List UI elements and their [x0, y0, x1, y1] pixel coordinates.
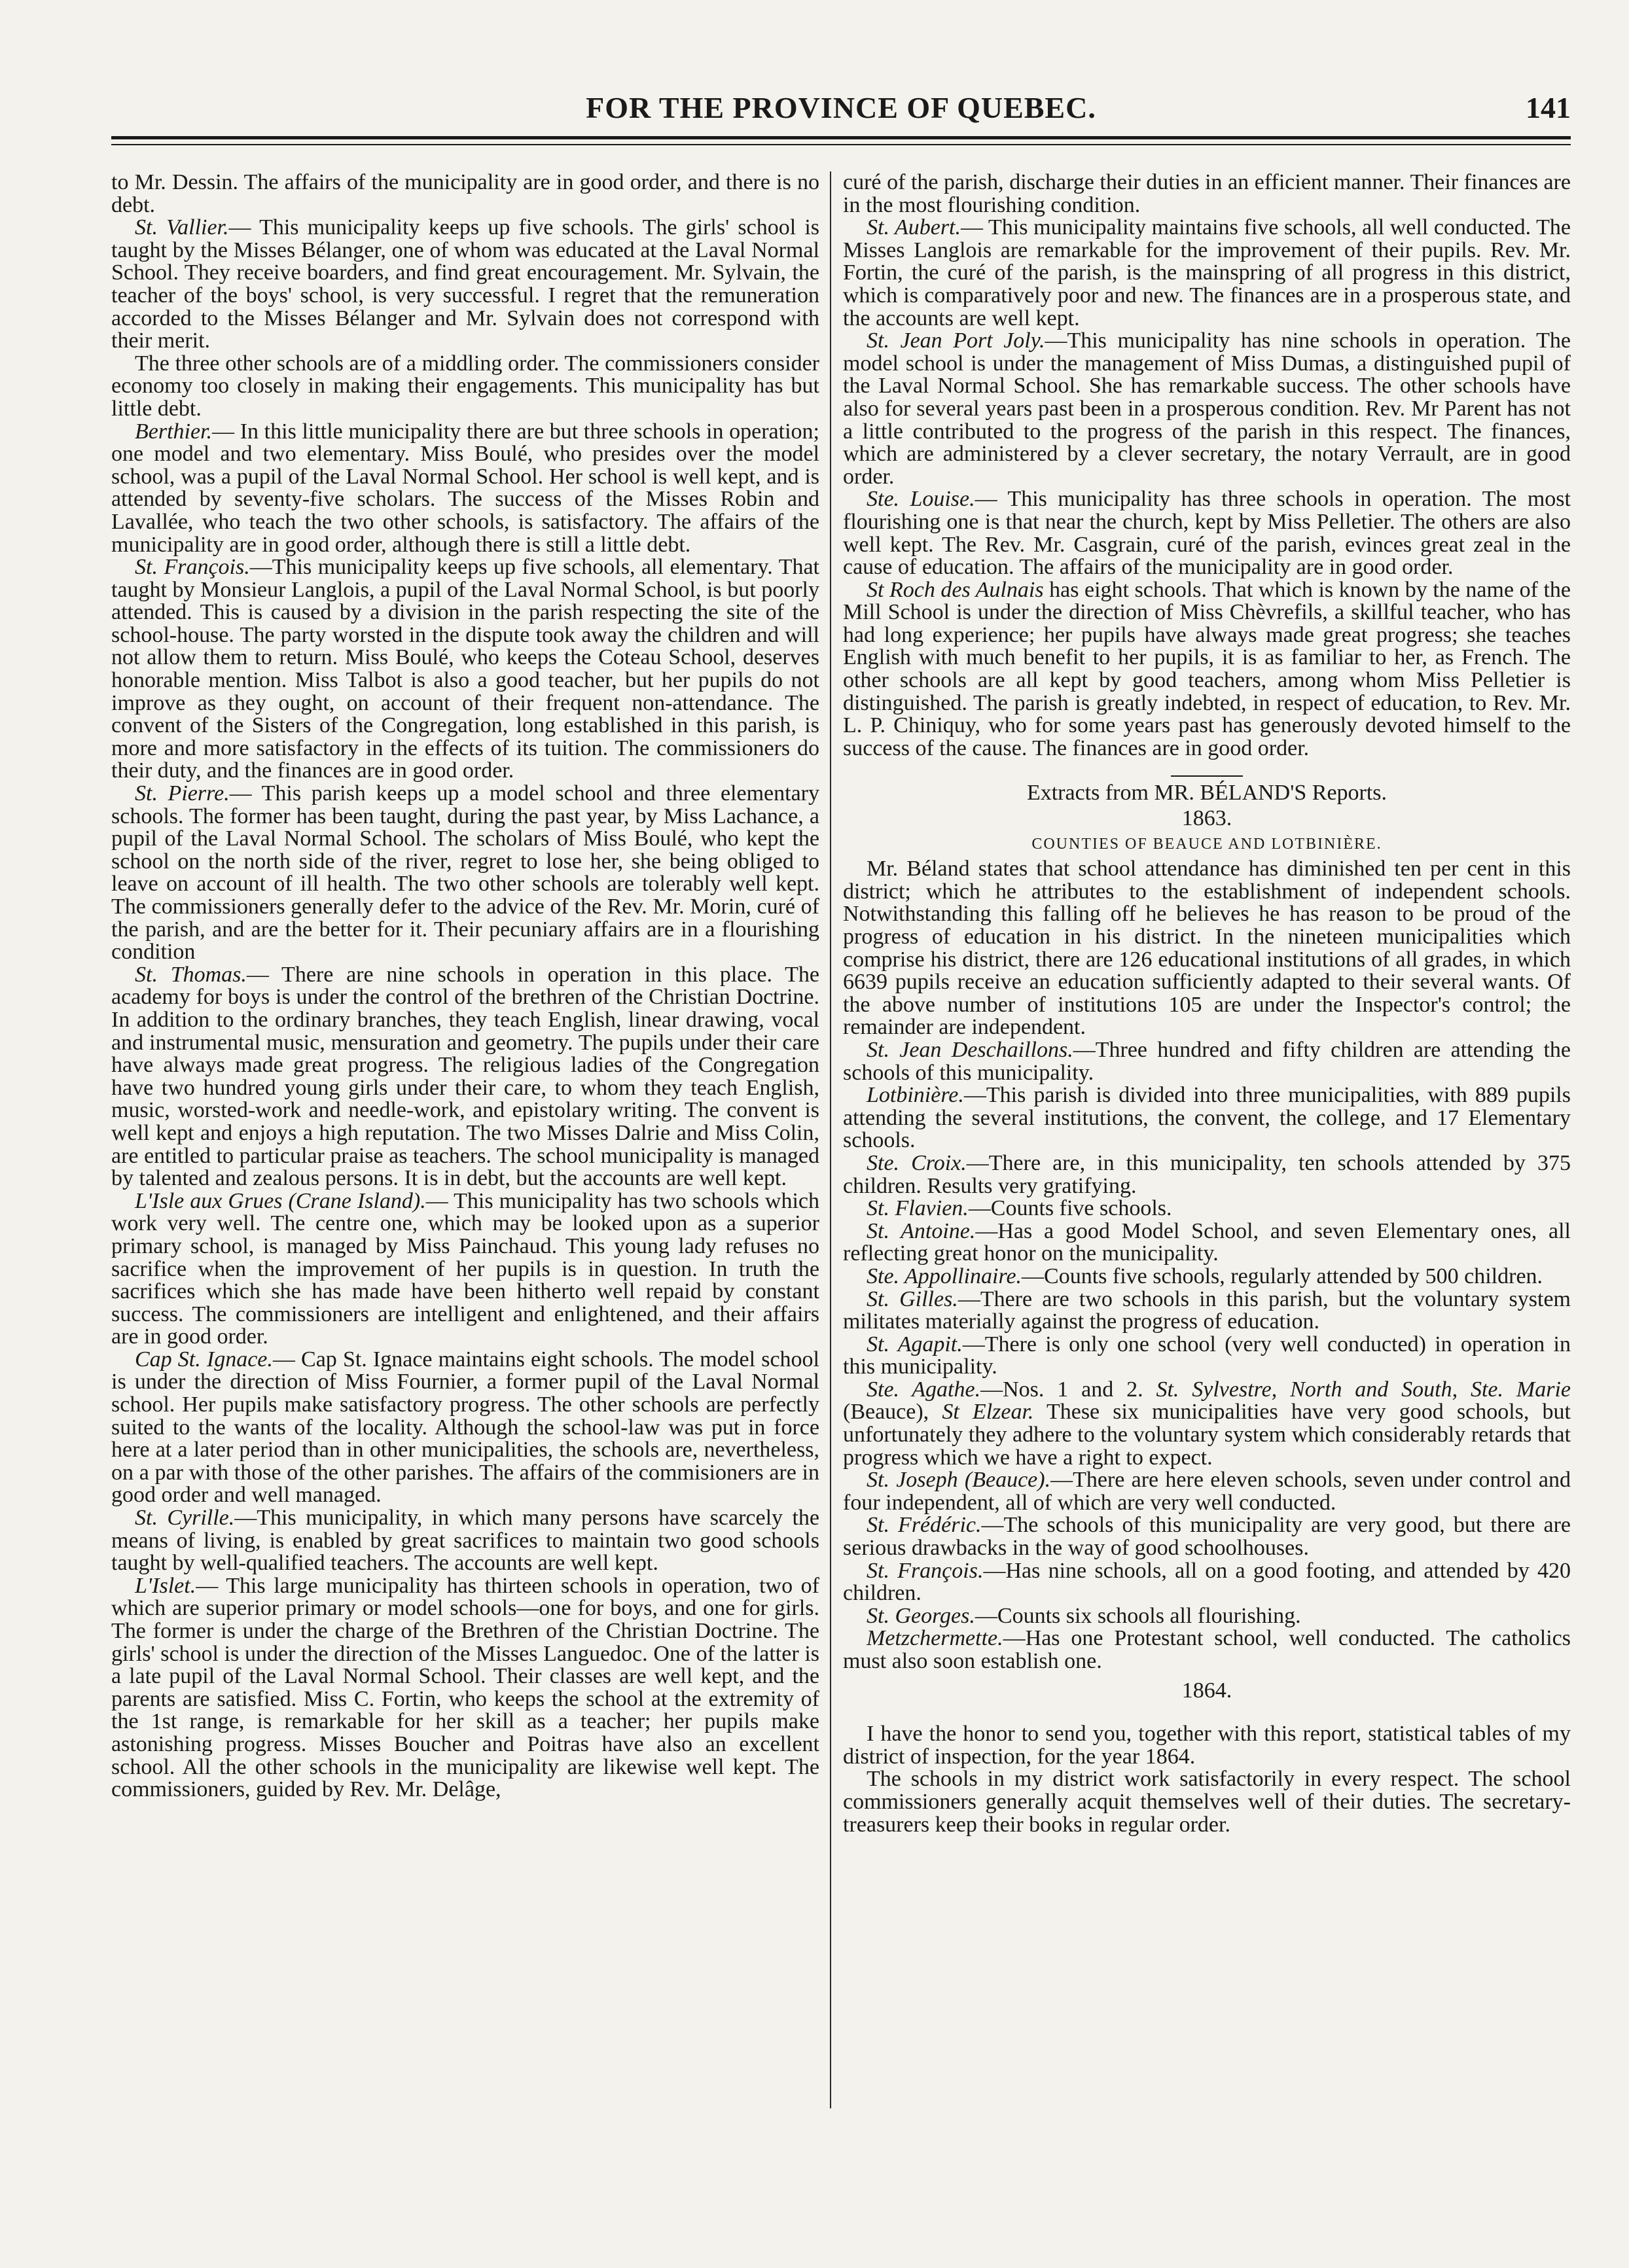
left-column — [111, 171, 819, 2108]
paragraph-text: —Has nine schools, all on a good footing, and attended by 420 children. — [843, 1558, 1571, 1606]
paragraph-st-agapit — [843, 1334, 1571, 1379]
paragraph-text: —This municipality has nine schools in operation. The model school is under the management of Miss Dumas, a distinguished pupil of the Laval Normal School. She has remarkable success. The other schools have also for several years past been in a prosperous condition. Rev. Mr Parent has not a little contributed to the progress of the parish in this respect. The finances, which are administered by a clever secretary, the notary Verrault, are in good order. — [843, 328, 1571, 489]
place-name: Ste. Louise. — [867, 487, 975, 512]
paragraph-st-joseph — [843, 1469, 1571, 1514]
place-name: St. Sylvestre, North and South, Ste. Marie — [1156, 1377, 1571, 1402]
paragraph-text: — In this little municipality there are but three schools in operation; one model and two elementary. Miss Boulé, who presides over the model school, was a pupil of the Laval Normal School. Her school is well kept, and is attended by seventy-five scholars. The success of the Misses Robin and Lavallée, who teach the two other schools, is satisfactory. The affairs of the municipality are in good order, although there is still a little debt. — [111, 419, 819, 557]
place-name: St. Joseph (Beauce). — [867, 1468, 1051, 1493]
place-name: Lotbinière. — [867, 1083, 964, 1108]
place-name: St. Aubert. — [867, 215, 961, 240]
place-name: Berthier. — [135, 419, 213, 444]
paragraph-text: — There are nine schools in operation in this place. The academy for boys is under the control of the brethren of the Christian Doctrine. In addition to the ordinary branches, they teach English, linear drawing, vocal and instrumental music, mensuration and geometry. The pupils under their care have always made great progress. The religious ladies of the Congregation have two hundred young girls under their care, to whom they teach English, music, worsted-work and needle-work, and epistolary writing. The convent is well kept and enjoys a high reputation. The two Misses Dalrie and Miss Colin, are entitled to particular praise as teachers. The school municipality is managed by talented and zealous persons. It is in debt, but the accounts are well kept. — [111, 962, 819, 1191]
paragraph-text: — This municipality has three schools in operation. The most flourishing one is that near the church, kept by Miss Pelletier. The others are also well kept. The Rev. Mr. Casgrain, curé of the parish, evinces great zeal in the cause of education. The affairs of the municipality are in good order. — [843, 487, 1571, 580]
place-name: St Elzear. — [942, 1400, 1034, 1425]
place-name: Metzchermette. — [867, 1626, 1003, 1651]
paragraph-st-pierre — [111, 783, 819, 964]
paragraph-text: —There are, in this municipality, ten schools attended by 375 children. Results very gratifying. — [843, 1150, 1571, 1198]
paragraph-text: —There are two schools in this parish, but the voluntary system militates materially against the progress of education. — [843, 1286, 1571, 1334]
place-name: L'Isle aux Grues (Crane Island). — [135, 1188, 426, 1213]
paragraph-st-roch — [843, 579, 1571, 760]
page-number: 141 — [1526, 91, 1571, 124]
place-name: St. Gilles. — [867, 1286, 958, 1311]
header-rule-thick — [111, 136, 1571, 139]
paragraph-text: —There are here eleven schools, seven under control and four independent, all of which are very well conducted. — [843, 1468, 1571, 1515]
paragraph-text: —This municipality keeps up five schools, all elementary. That taught by Monsieur Langlois, a pupil of the Laval Normal School, is but poorly attended. This is caused by a division in the parish respecting the site of the school-house. The party worsted in the dispute took away the children and will not allow them to return. Miss Boulé, who keeps the Coteau School, deserves honorable mention. Miss Talbot is also a good teacher, but her pupils do not improve as they ought, on account of their frequent non-attendance. The convent of the Sisters of the Congregation, long established in this parish, is more and more satisfactory in the effects of its tuition. The commissioners do their duty, and the finances are in good order. — [111, 555, 819, 783]
header-rule-thin — [111, 144, 1571, 145]
place-name: St. Flavien. — [867, 1196, 969, 1221]
paragraph-text: I have the honor to send you, together with this report, statistical tables of my district of inspection, for the year 1864. — [843, 1722, 1571, 1769]
paragraph-text: — This municipality maintains five schools, all well conducted. The Misses Langlois are remarkable for the improvement of their pupils. Rev. Mr. Fortin, the curé of the parish, is the mainspring of all progress in this district, which is comparatively poor and new. The finances are in a prosperous state, and the accounts are well kept. — [843, 215, 1571, 330]
place-name: St. François. — [135, 555, 250, 580]
paragraph-isle-aux-grues — [111, 1190, 819, 1349]
spacer — [843, 1705, 1571, 1723]
paragraph-st-cyrille — [111, 1507, 819, 1575]
place-name: L'Islet. — [135, 1573, 196, 1598]
paragraph-metzchermette — [843, 1627, 1571, 1673]
paragraph — [111, 171, 819, 217]
section-rule — [1171, 775, 1243, 777]
paragraph-st-aubert — [843, 217, 1571, 330]
paragraph-text: —The schools of this municipality are very good, but there are serious drawbacks in the way of good schoolhouses. — [843, 1513, 1571, 1561]
paragraph-text: — This large municipality has thirteen schools in operation, two of which are superior primary or model schools—one for boys, and one for girls. The former is under the charge of the Brethren of the Christian Doctrine. The girls' school is under the direction of the Misses Languedoc. One of the latter is a late pupil of the Laval Normal School. Their classes are well kept, and the parents are satisfied. Miss C. Fortin, who keeps the school at the extremity of the 1st range, is remarkable for her skill as a teacher; her pupils make astonishing progress. Misses Boucher and Poitras have also an excellent school. All the other schools in the municipality are likewise well kept. The commissioners, guided by Rev. Mr. Delâge, — [111, 1573, 819, 1802]
paragraph-text: — This municipality keeps up five schools. The girls' school is taught by the Misses Bélanger, one of whom was educated at the Laval Normal School. They receive boarders, and find great encouragement. Mr. Sylvain, the teacher of the boys' school, is very successful. I regret that the remuneration accorded to the Misses Bélanger and Mr. Sylvain does not correspond with their merit. — [111, 215, 819, 353]
place-name: Cap St. Ignace. — [135, 1347, 273, 1372]
year-heading: 1864. — [1181, 1678, 1232, 1703]
paragraph-text: —Three hundred and fifty children are attending the schools of this municipality. — [843, 1037, 1571, 1085]
paragraph-ste-agathe — [843, 1379, 1571, 1469]
place-name: St. Georges. — [867, 1603, 975, 1628]
place-name: St. Agapit. — [867, 1332, 963, 1356]
paragraph-cap-st-ignace — [111, 1349, 819, 1507]
paragraph-text: —Has a good Model School, and seven Elementary ones, all reflecting great honor on the municipality. — [843, 1218, 1571, 1266]
place-name: St. Jean Deschaillons. — [867, 1037, 1073, 1062]
place-name: Ste. Croix. — [867, 1150, 967, 1175]
running-title: FOR THE PROVINCE OF QUEBEC. — [586, 91, 1096, 124]
paragraph-text: — This municipality has two schools which work very well. The centre one, which may be looked upon as a superior primary school, is managed by Miss Painchaud. This young lady refuses no sacrifice when the improvement of her pupils is in question. In truth the sacrifices which she has made have been hitherto well repaid by constant success. The commissioners are intelligent and enlightened, and their affairs are in good order. — [111, 1188, 819, 1349]
paragraph-lotbiniere — [843, 1084, 1571, 1152]
paragraph-text: —Counts five schools. — [968, 1196, 1172, 1221]
section-heading: Extracts from MR. BÉLAND'S Reports. — [1026, 781, 1387, 806]
paragraph-ste-croix — [843, 1152, 1571, 1197]
counties-heading: COUNTIES OF BEAUCE AND LOTBINIÈRE. — [1031, 835, 1382, 853]
paragraph — [111, 353, 819, 421]
paragraph-text: —This parish is divided into three municipalities, with 889 pupils attending the several institutions, the convent, the college, and 17 Elementary schools. — [843, 1083, 1571, 1153]
paragraph — [843, 1768, 1571, 1836]
paragraph-text: has eight schools. That which is known by the name of the Mill School is under the direction of Miss Chèvrefils, a skillful teacher, who has had long experience; her pupils have always made great progress; she teaches English with much benefit to her pupils, it is as familiar to her, as French. The other schools are all kept by good teachers, among whom Miss Pelletier is distinguished. The parish is greatly indebted, in respect of education, to Rev. Mr. L. P. Chiniquy, who for some years past has generously devoted himself to the success of the cause. The finances are in good order. — [843, 577, 1571, 760]
paragraph-st-gilles — [843, 1288, 1571, 1334]
place-name: Ste. Agathe. — [867, 1377, 981, 1402]
page-header — [111, 85, 1571, 137]
year-heading: 1863. — [1181, 806, 1232, 831]
place-name: Ste. Appollinaire. — [867, 1264, 1022, 1288]
paragraph-st-jean-port-joly — [843, 330, 1571, 488]
paragraph-lislet — [111, 1575, 819, 1801]
paragraph-text: curé of the parish, discharge their duties in an efficient manner. Their finances are in the most flourishing condition. — [843, 171, 1571, 217]
place-name: St. Thomas. — [135, 962, 247, 987]
paragraph — [843, 858, 1571, 1039]
paragraph-st-francois-beauce — [843, 1560, 1571, 1605]
paragraph-text: (Beauce), — [843, 1400, 942, 1425]
place-name: St. Cyrille. — [135, 1506, 235, 1531]
paragraph-st-jean-deschaillons — [843, 1039, 1571, 1084]
paragraph-st-frederic — [843, 1514, 1571, 1559]
paragraph-berthier — [111, 421, 819, 557]
paragraph-ste-appollinaire — [843, 1266, 1571, 1288]
place-name: St. Frédéric. — [867, 1513, 982, 1538]
place-name: St. Antoine. — [867, 1218, 976, 1243]
paragraph-text: —Counts five schools, regularly attended by 500 children. — [1022, 1264, 1543, 1288]
paragraph-text: — This parish keeps up a model school and three elementary schools. The former has been taught, during the past year, by Miss Lachance, a pupil of the Laval Normal School. The scholars of Miss Boulé, who kept the school on the north side of the river, regret to lose her, she being obliged to leave on account of ill health. The two other schools are tolerably well kept. The commissioners generally defer to the advice of the Rev. Mr. Morin, curé of the parish, and are the better for it. Their pecuniary affairs are in a flourishing condition — [111, 781, 819, 965]
paragraph-text: to Mr. Dessin. The affairs of the municipality are in good order, and there is no debt. — [111, 171, 819, 217]
paragraph-text: Mr. Béland states that school attendance has diminished ten per cent in this district; which he attributes to the establishment of independent schools. Notwithstanding this falling off he believes he has reason to be proud of the progress of education in his district. In the nineteen municipalities which comprise his district, there are 126 educational institutions of all grades, in which 6639 pupils receive an education sufficiently adapted to their several wants. Of the above number of institutions 105 are under the Inspector's control; the remainder are independent. — [843, 857, 1571, 1040]
paragraph-text: The three other schools are of a middling order. The commissioners consider economy too closely in making their engagements. This municipality has but little debt. — [111, 351, 819, 421]
paragraph-st-antoine — [843, 1220, 1571, 1266]
place-name: St. Jean Port Joly. — [867, 328, 1045, 353]
right-column — [843, 171, 1571, 2108]
paragraph-st-georges — [843, 1605, 1571, 1628]
paragraph-st-vallier — [111, 217, 819, 353]
place-name: St. Pierre. — [135, 781, 230, 806]
paragraph-text: These six municipalities have very good schools, but unfortunately they adhere to the voluntary system which considerably retards that progress which we have a right to expect. — [843, 1400, 1571, 1470]
paragraph-text: — Cap St. Ignace maintains eight schools. The model school is under the direction of Miss Fournier, a former pupil of the Laval Normal school. Her pupils make satisfactory progress. The other schools are perfectly suited to the wants of the locality. Although the school-law was put in force here at a later period than in other municipalities, the schools are, nevertheless, on a par with those of the other parishes. The affairs of the commisioners are in good order and well managed. — [111, 1347, 819, 1508]
paragraph-text: —There is only one school (very well conducted) in operation in this municipality. — [843, 1332, 1571, 1379]
paragraph — [843, 1723, 1571, 1768]
paragraph-text: The schools in my district work satisfactorily in every respect. The school commissioners generally acquit themselves well of their duties. The secretary-treasurers keep their books in regular order. — [843, 1767, 1571, 1837]
column-divider — [830, 171, 831, 2108]
paragraph-text: —This municipality, in which many persons have scarcely the means of living, is enabled by great sacrifices to maintain two good schools taught by well-qualified teachers. The accounts are well kept. — [111, 1506, 819, 1576]
paragraph-st-thomas — [111, 964, 819, 1190]
paragraph-text: —Has one Protestant school, well conducted. The catholics must also soon establish one. — [843, 1626, 1571, 1673]
place-name: St. Vallier. — [135, 215, 229, 240]
place-name: St Roch des Aulnais — [867, 577, 1044, 602]
paragraph-st-flavien — [843, 1197, 1571, 1220]
paragraph-ste-louise — [843, 488, 1571, 578]
paragraph-text: —Counts six schools all flourishing. — [975, 1603, 1301, 1628]
paragraph-text: —Nos. 1 and 2. — [980, 1377, 1156, 1402]
paragraph-st-francois — [111, 556, 819, 783]
paragraph — [843, 171, 1571, 217]
place-name: St. François. — [867, 1558, 984, 1583]
